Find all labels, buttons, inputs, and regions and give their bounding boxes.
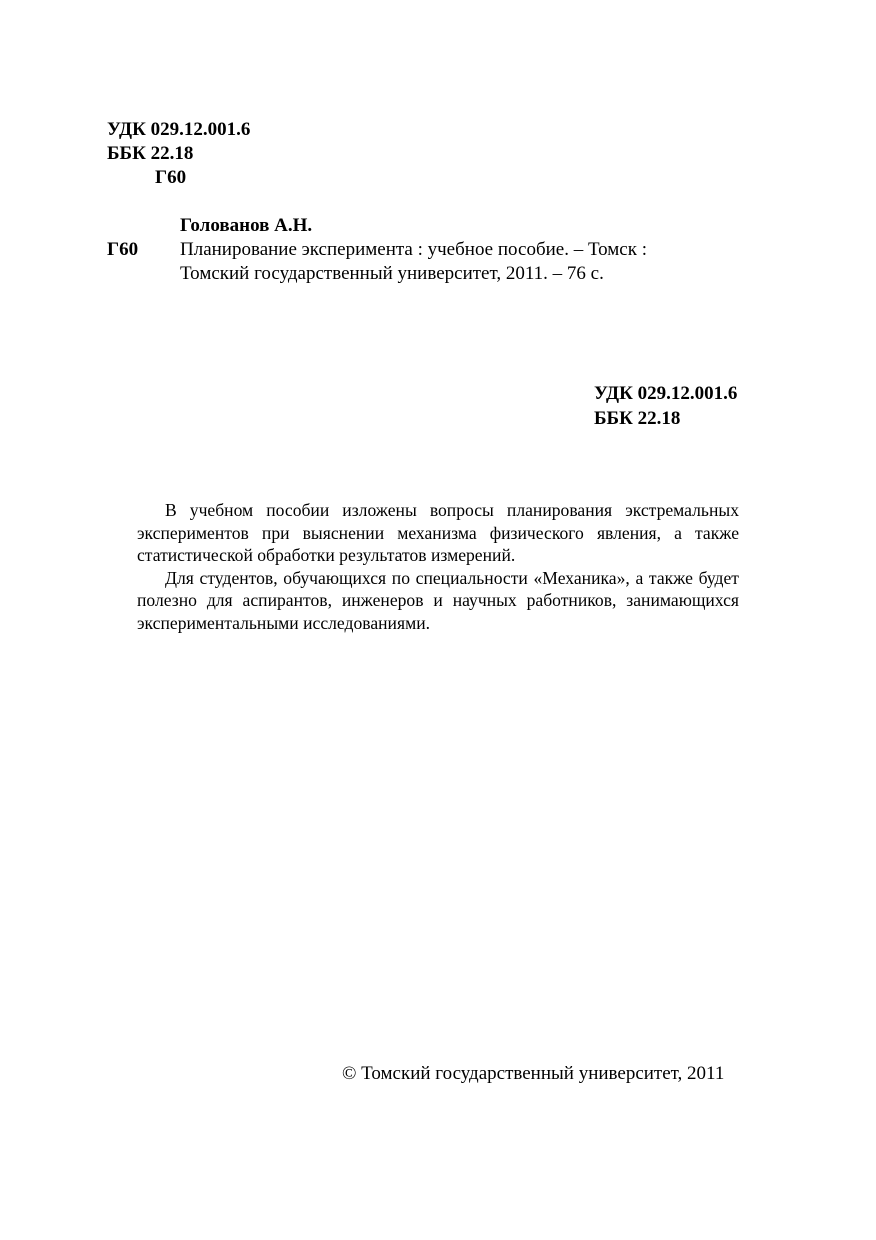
audience-paragraph: Для студентов, обучающихся по специальности «Механика», а также будет полезно для аспирантов, инженеров и научных работников, занимающихся экспериментальными исследованиями.: [137, 567, 739, 633]
classification-block-right: [594, 381, 737, 431]
author-mark: Г60: [155, 167, 187, 188]
bbk-code: ББК 22.18: [107, 143, 194, 164]
entry-description: [180, 238, 647, 286]
classification-block-top: [107, 118, 250, 190]
bibliographic-entry: [107, 238, 747, 286]
bibliographic-record: [107, 214, 747, 286]
entry-author-mark: Г60: [107, 239, 139, 260]
author-name: Голованов А.Н.: [180, 215, 313, 236]
title-line: Планирование эксперимента : учебное пособие. – Томск :: [180, 239, 647, 260]
udk-code-right: УДК 029.12.001.6: [594, 383, 738, 404]
publisher-line: Томский государственный университет, 2011. – 76 с.: [180, 263, 604, 284]
abstract: [137, 499, 739, 634]
bbk-code-right: ББК 22.18: [594, 408, 681, 429]
copyright-notice: © Томский государственный университет, 2011: [342, 1063, 725, 1084]
abstract-paragraph: В учебном пособии изложены вопросы планирования экстремальных экспериментов при выяснении механизма физического явления, а также статистической обработки результатов измерений.: [137, 500, 739, 565]
udk-code: УДК 029.12.001.6: [107, 119, 251, 140]
